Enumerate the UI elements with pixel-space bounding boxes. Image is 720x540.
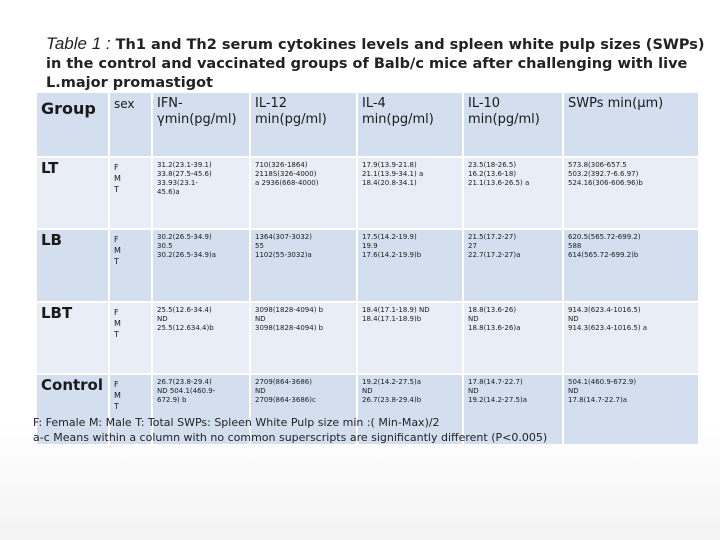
caption-lead: Table 1 : [46, 34, 111, 53]
il4-cell [357, 302, 463, 374]
il10-cell [463, 157, 563, 229]
swp-cell [563, 229, 699, 302]
cell-line: 18.8(13.6-26) [468, 306, 517, 314]
cell-line: 620.5(565.72-699.2) [568, 233, 641, 241]
cell-line: 33.8(27.5-45.6) [157, 170, 212, 178]
cell-line: 19.2(14.2-27.5)a [468, 396, 528, 404]
cell-line: 3098(1828-4094) b [255, 306, 324, 314]
cell-line: ND [157, 315, 168, 323]
cell-line: 16.2(13.6-18) [468, 170, 517, 178]
sex-value: T [114, 257, 119, 266]
cell-line: 573.8(306-657.5 [568, 161, 627, 169]
cell-line: 3098(1828-4094) b [255, 324, 324, 332]
sex-value: F [114, 380, 119, 389]
caption-text: Th1 and Th2 serum cytokines levels and spleen white pulp sizes (SWPs) in the control and vaccinated groups of Balb/c mice after challenging with live L.major promastigot [46, 37, 705, 91]
il10-cell [463, 302, 563, 374]
il10-cell [463, 229, 563, 302]
cell-line: 710(326-1864) [255, 161, 308, 169]
cell-line: 18.4(17.1-18.9)b [362, 315, 422, 323]
il12-cell [250, 229, 357, 302]
table-row [36, 229, 699, 302]
cell-line: 45.6)a [157, 188, 180, 196]
table-footnotes [33, 415, 713, 445]
cell-line: 17.8(14.7-22.7) [468, 378, 523, 386]
cell-line: 2709(864-3686) [255, 378, 312, 386]
cell-line: 588 [568, 242, 582, 250]
cell-line: 914.3(623.4-1016.5) a [568, 324, 648, 332]
cell-line: 26.7(23.8-29.4)b [362, 396, 422, 404]
group-cell: LT [36, 157, 109, 229]
header-row [36, 92, 699, 157]
ifn-cell [152, 302, 250, 374]
cell-line: 18.4(17.1-18.9) ND [362, 306, 430, 314]
sex-value: M [114, 319, 121, 328]
cell-line: 19.9 [362, 242, 378, 250]
cell-line: 30.5 [157, 242, 173, 250]
sex-value: T [114, 185, 119, 194]
cell-line: 524.16(306-606.96)b [568, 179, 643, 187]
header-ifn: IFN- γmin(pg/ml) [152, 92, 250, 157]
header-sex: sex [109, 92, 152, 157]
cell-line: ND 504.1(460.9- [157, 387, 216, 395]
cell-line: 18.4(20.8-34.1) [362, 179, 417, 187]
cell-line: ND [568, 315, 579, 323]
sex-cell [109, 302, 152, 374]
il4-cell [357, 229, 463, 302]
cell-line: ND [568, 387, 579, 395]
cell-line: 55 [255, 242, 264, 250]
header-il4: IL-4 min(pg/ml) [357, 92, 463, 157]
sex-value: M [114, 246, 121, 255]
cell-line: 17.8(14.7-22.7)a [568, 396, 628, 404]
cell-line: ND [255, 315, 266, 323]
cell-line: 25.5(12.6-34.4) [157, 306, 212, 314]
header-il10: IL-10 min(pg/ml) [463, 92, 563, 157]
cell-line: ND [362, 387, 373, 395]
cell-line: 504.1(460.9-672.9) [568, 378, 637, 386]
sex-value: F [114, 308, 119, 317]
sex-value: M [114, 391, 121, 400]
footnote-abbreviations: F: Female M: Male T: Total SWPs: Spleen White Pulp size min :( Min-Max)/2 [33, 416, 440, 429]
cell-line: 1364(307-3032) [255, 233, 312, 241]
il12-cell [250, 157, 357, 229]
cell-line: ND [255, 387, 266, 395]
sex-value: F [114, 235, 119, 244]
cell-line: 23.5(18-26.5) [468, 161, 517, 169]
cell-line: 914.3(623.4-1016.5) [568, 306, 641, 314]
cell-line: 27 [468, 242, 477, 250]
sex-value: M [114, 174, 121, 183]
cell-line: 503.2(392.7-6.6.97) [568, 170, 639, 178]
cell-line: 21.1(13.9-34.1) a [362, 170, 424, 178]
sex-value: T [114, 330, 119, 339]
cell-line: 30.2(26.5-34.9) [157, 233, 212, 241]
swp-cell [563, 157, 699, 229]
cell-line: 33.93(23.1- [157, 179, 198, 187]
cell-line: a 2936(668-4000) [255, 179, 319, 187]
cell-line: 17.5(14.2-19.9) [362, 233, 417, 241]
footnote-significance: a-c Means within a column with no common superscripts are significantly different (P<0.005) [33, 431, 548, 444]
sex-cell [109, 229, 152, 302]
table-caption [46, 34, 706, 93]
sex-cell [109, 157, 152, 229]
cell-line: 21.5(17.2-27) [468, 233, 517, 241]
header-swp: SWPs min(μm) [563, 92, 699, 157]
table-row [36, 302, 699, 374]
ifn-cell [152, 157, 250, 229]
cell-line: 672.9) b [157, 396, 187, 404]
ifn-cell [152, 229, 250, 302]
group-cell: LB [36, 229, 109, 302]
cell-line: 25.5(12.634.4)b [157, 324, 214, 332]
group-cell: LBT [36, 302, 109, 374]
group-cell: Control [36, 374, 109, 445]
swp-cell [563, 302, 699, 374]
cytokine-table [35, 91, 700, 446]
cell-line: ND [468, 387, 479, 395]
cell-line: 2118S(326-4000) [255, 170, 317, 178]
cell-line: 26.7(23.8-29.4) [157, 378, 212, 386]
il12-cell [250, 302, 357, 374]
cell-line: 19.2(14.2-27.5)a [362, 378, 422, 386]
cell-line: 30.2(26.5-34.9)a [157, 251, 217, 259]
il4-cell [357, 157, 463, 229]
cell-line: 17.9(13.9-21.8) [362, 161, 417, 169]
table-row [36, 157, 699, 229]
cell-line: ND [468, 315, 479, 323]
cell-line: 17.6(14.2-19.9)b [362, 251, 422, 259]
cell-line: 22.7(17.2-27)a [468, 251, 521, 259]
sex-value: F [114, 163, 119, 172]
cell-line: 21.1(13.6-26.5) a [468, 179, 530, 187]
cell-line: 18.8(13.6-26)a [468, 324, 521, 332]
cell-line: 31.2(23.1-39.1) [157, 161, 212, 169]
header-group: Group [36, 92, 109, 157]
header-il12: IL-12 min(pg/ml) [250, 92, 357, 157]
sex-value: T [114, 402, 119, 411]
cell-line: 1102(55-3032)a [255, 251, 312, 259]
cell-line: 2709(864-3686)c [255, 396, 316, 404]
cell-line: 614(565.72-699.2)b [568, 251, 639, 259]
